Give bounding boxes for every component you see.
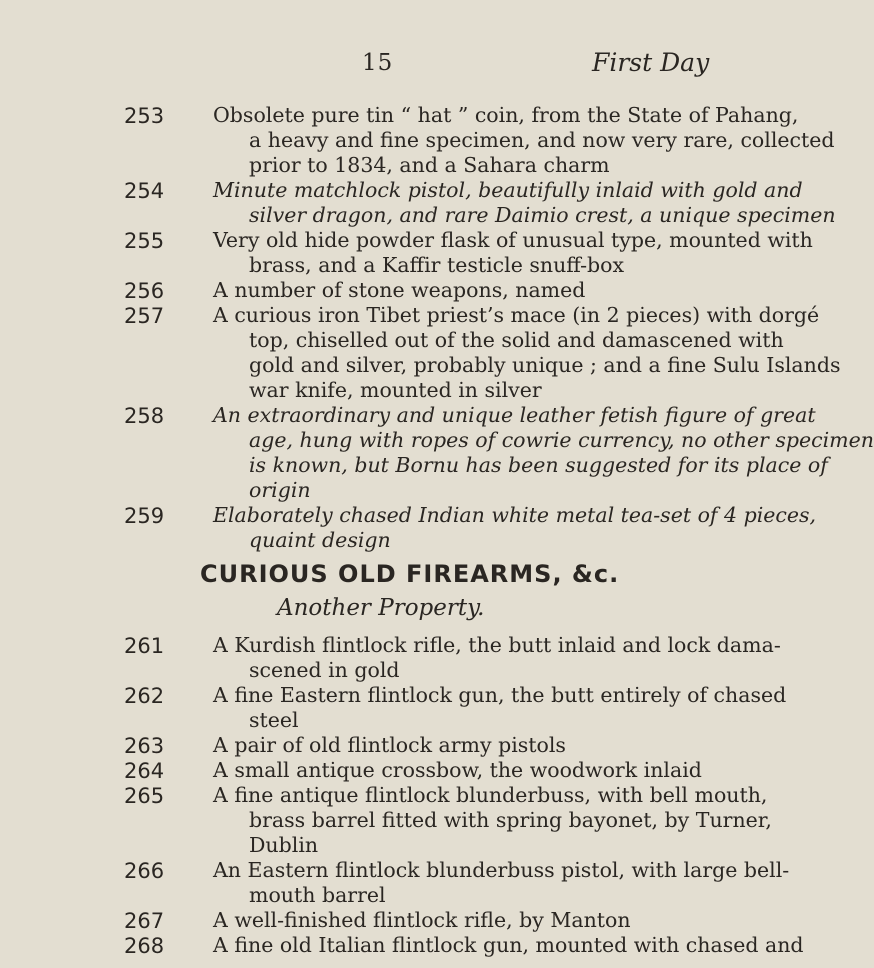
lot-line: Minute matchlock pistol, beautifully inlaid with gold and — [213, 178, 803, 202]
lot-number: 266 — [124, 859, 165, 883]
lot-description — [213, 178, 836, 228]
lot-description — [213, 858, 790, 908]
lot-line: A fine old Italian flintlock gun, mounted with chased and — [213, 933, 804, 957]
lot-line: mouth barrel — [249, 883, 386, 907]
lot-number: 256 — [124, 279, 165, 303]
lot-line: Obsolete pure tin “ hat ” coin, from the State of Pahang, — [213, 103, 799, 127]
lot-number: 257 — [124, 304, 165, 328]
lot-line: Elaborately chased Indian white metal tea-set of 4 pieces, — [213, 503, 817, 527]
lot-line: Very old hide powder flask of unusual type, mounted with — [213, 228, 813, 252]
lot-description — [213, 683, 787, 733]
lot-description — [213, 908, 683, 933]
section-subheading: Another Property. — [277, 595, 485, 621]
lot-number: 263 — [124, 734, 165, 758]
lot-description — [213, 758, 702, 783]
lot-line: An Eastern flintlock blunderbuss pistol, with large bell- — [213, 858, 790, 882]
lot-line: war knife, mounted in silver — [249, 378, 542, 402]
lot-line: An extraordinary and unique leather fetish figure of great — [213, 403, 816, 427]
lot-description — [213, 303, 841, 403]
lot-line: A well-finished flintlock rifle, by Manton — [213, 908, 631, 932]
lot-line: brass, and a Kaffir testicle snuff-box — [249, 253, 625, 277]
lot-number: 255 — [124, 229, 165, 253]
lot-number: 265 — [124, 784, 165, 808]
page-number: 15 — [362, 50, 394, 76]
lot-line: brass barrel fitted with spring bayonet, by Turner, — [249, 808, 772, 832]
lot-number: 254 — [124, 179, 165, 203]
lot-number: 261 — [124, 634, 165, 658]
lot-line: A small antique crossbow, the woodwork inlaid — [213, 758, 702, 782]
lot-line: A number of stone weapons, named — [213, 278, 586, 302]
lot-line: A fine Eastern flintlock gun, the butt entirely of chased — [213, 683, 787, 707]
lot-number: 262 — [124, 684, 165, 708]
lot-number: 267 — [124, 909, 165, 933]
lot-description — [213, 228, 813, 278]
section-heading: CURIOUS OLD FIREARMS, &c. — [200, 560, 620, 588]
lot-line: A Kurdish flintlock rifle, the butt inlaid and lock dama- — [213, 633, 781, 657]
lot-line: scened in gold — [249, 658, 400, 682]
lot-description — [213, 403, 874, 503]
lot-description — [213, 278, 683, 303]
lot-line: A pair of old flintlock army pistols — [213, 733, 566, 757]
lot-description — [213, 103, 835, 178]
lot-description — [213, 503, 817, 553]
lot-number: 259 — [124, 504, 165, 528]
lot-line: gold and silver, probably unique ; and a fine Sulu Islands — [249, 353, 841, 377]
lot-description — [213, 783, 772, 858]
lot-line: Dublin — [249, 833, 319, 857]
lot-line: age, hung with ropes of cowrie currency, no other specimen — [249, 428, 874, 452]
lot-description — [213, 733, 683, 758]
lot-line: is known, but Bornu has been suggested for its place of — [249, 453, 828, 477]
lot-line: A fine antique flintlock blunderbuss, with bell mouth, — [213, 783, 768, 807]
lot-number: 253 — [124, 104, 165, 128]
lot-line: A curious iron Tibet priest’s mace (in 2 pieces) with dorgé — [213, 303, 820, 327]
lot-line: origin — [249, 478, 311, 502]
lot-number: 264 — [124, 759, 165, 783]
lot-number: 258 — [124, 404, 165, 428]
lot-description — [213, 633, 781, 683]
page-header-title: First Day — [592, 48, 710, 77]
lot-line: quaint design — [249, 528, 391, 552]
lot-line: a heavy and fine specimen, and now very rare, collected — [249, 128, 835, 152]
lot-line: silver dragon, and rare Daimio crest, a unique specimen — [249, 203, 836, 227]
lot-line: prior to 1834, and a Sahara charm — [249, 153, 610, 177]
lot-number: 268 — [124, 934, 165, 958]
lot-line: top, chiselled out of the solid and damascened with — [249, 328, 784, 352]
lot-line: steel — [249, 708, 299, 732]
lot-description — [213, 933, 804, 958]
